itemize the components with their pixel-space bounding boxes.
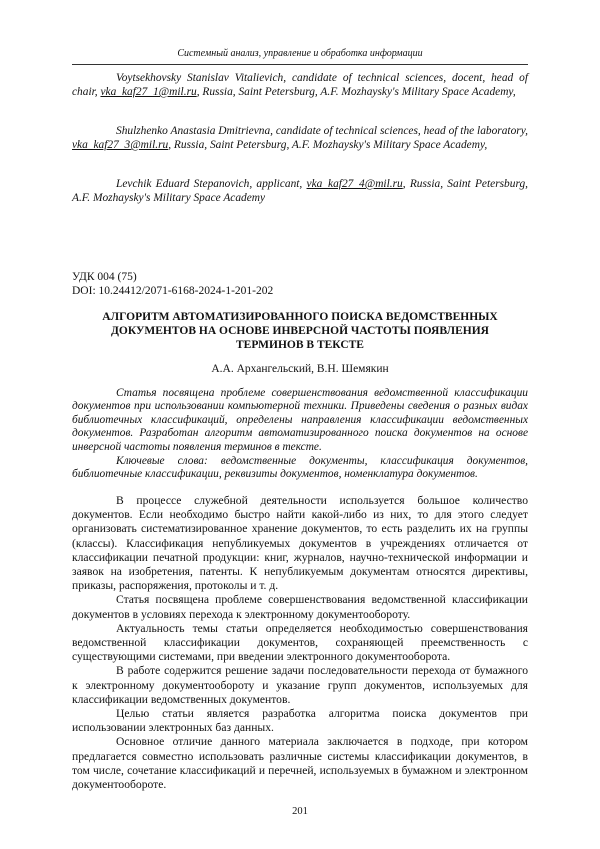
article-body <box>72 494 528 792</box>
author-info-en <box>72 177 528 205</box>
udc-code: УДК 004 (75) <box>72 271 137 283</box>
author-affiliation-text: , Russia, Saint Petersburg, A.F. Mozhaysky's Military Space Academy <box>72 178 529 204</box>
author-affiliation-text: , Russia, Saint Petersburg, A.F. Mozhaysky's Military Space Academy, <box>168 139 488 151</box>
keywords: Ключевые слова: ведомственные документы, классификация документов, библиотечные классификации, реквизиты документов, номенклатура документов. <box>72 455 528 481</box>
body-paragraph: Статья посвящена проблеме совершенствования ведомственной классификации документов в условиях перехода к электронному документообороту. <box>72 593 528 621</box>
doi: DOI: 10.24412/2071-6168-2024-1-201-202 <box>72 285 274 297</box>
author-info-en <box>72 71 528 99</box>
author-info-text: Levchik Eduard Stepanovich, applicant, <box>116 178 307 190</box>
page-number: 201 <box>292 806 308 817</box>
article-authors: А.А. Архангельский, В.Н. Шемякин <box>211 363 389 375</box>
body-paragraph: Целью статьи является разработка алгоритма поиска документов при использовании электронных баз данных. <box>72 707 528 735</box>
author-info-en <box>72 124 528 152</box>
author-email-link[interactable]: vka_kaf27_1@mil.ru <box>100 86 197 98</box>
body-paragraph: Актуальность темы статьи определяется необходимостью совершенствования ведомственной классификации документов, сохраняющей преемственность с существующими системами, при введении электронного документооборота. <box>72 621 528 664</box>
header-rule <box>72 64 528 65</box>
author-info-text: Voytsekhovsky Stanislav Vitalievich, candidate of technical sciences, docent, head of chair, <box>72 72 528 98</box>
author-affiliation-text: , Russia, Saint Petersburg, A.F. Mozhaysky's Military Space Academy, <box>196 86 516 98</box>
abstract: Статья посвящена проблеме совершенствования ведомственной классификации документов при использовании компьютерной техники. Приведены сведения о разных видах библиотечных классификаций, определены направления классификации ведомственных документов. Разработан алгоритм автоматизированного поиска документов на основе инверсной частоты появления терминов в тексте. <box>72 387 528 453</box>
author-email-link[interactable]: vka_kaf27_3@mil.ru <box>72 139 169 151</box>
author-email-link[interactable]: vka_kaf27_4@mil.ru <box>306 178 403 190</box>
body-paragraph: В работе содержится решение задачи последовательности перехода от бумажного к электронному документообороту и указание групп документов, используемых для классификации ведомственных документов. <box>72 664 528 706</box>
article-title: АЛГОРИТМ АВТОМАТИЗИРОВАННОГО ПОИСКА ВЕДОМСТВЕННЫХ ДОКУМЕНТОВ НА ОСНОВЕ ИНВЕРСНОЙ ЧАСТОТЫ ПОЯВЛЕНИЯ ТЕРМИНОВ В ТЕКСТЕ <box>102 311 498 351</box>
author-info-text: Shulzhenko Anastasia Dmitrievna, candidate of technical sciences, head of the laboratory, <box>116 125 528 137</box>
body-paragraph: Основное отличие данного материала заключается в подходе, при котором предлагается совместно использовать различные системы классификации документов, в том числе, сочетание классификаций и перечней, используемых в бумажном и электронном документообороте. <box>72 735 528 792</box>
body-paragraph: В процессе служебной деятельности используется большое количество документов. Если необходимо быстро найти какой-либо из них, то для этого следует организовать систематизированное хранение документов, то есть разделить их на группы (классы). Классификация непубликуемых документов в учреждениях отличается от классификации печатной продукции: книг, журналов, научно-технической информации и заявок на изобретения, патенты. К непубликуемым документам относятся директивы, приказы, распоряжения, протоколы и т. д. <box>72 494 528 593</box>
running-header: Системный анализ, управление и обработка информации <box>177 48 423 59</box>
